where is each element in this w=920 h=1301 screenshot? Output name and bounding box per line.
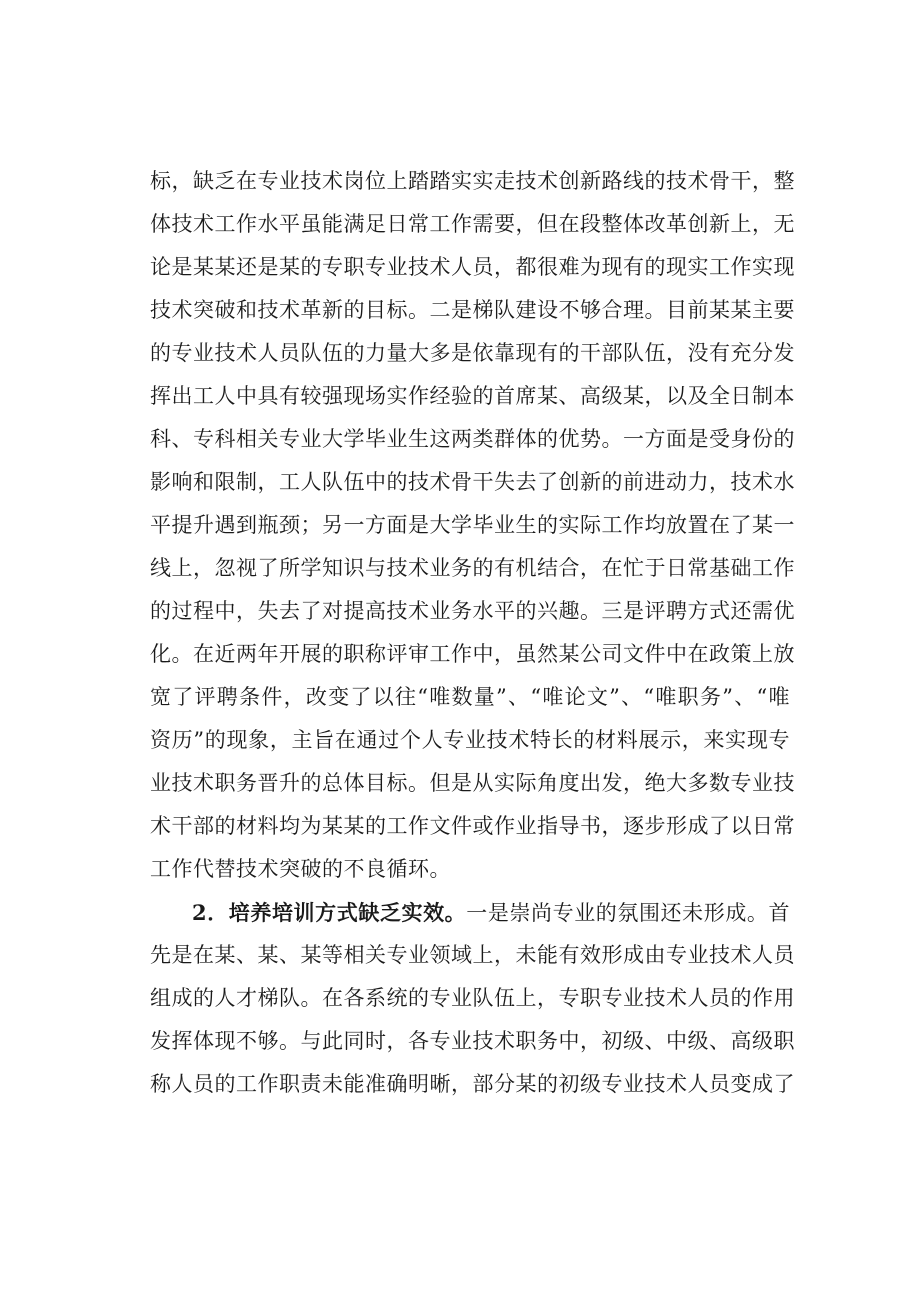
paragraph-line: 标，缺乏在专业技术岗位上踏踏实实走技术创新路线的技术骨干，整	[150, 169, 795, 193]
paragraph-line: 术干部的材料均为某某的工作文件或作业指导书，逐步形成了以日常	[150, 814, 795, 838]
paragraph-line: 的专业技术人员队伍的力量大多是依靠现有的干部队伍，没有充分发	[150, 341, 795, 365]
paragraph-line: 论是某某还是某的专职专业技术人员，都很难为现有的现实工作实现	[150, 255, 795, 279]
section-heading: 2．培养培训方式缺乏实效。	[192, 900, 467, 925]
paragraph-line: 的过程中，失去了对提高技术业务水平的兴趣。三是评聘方式还需优	[150, 599, 795, 623]
paragraph-line: 技术突破和技术革新的目标。二是梯队建设不够合理。目前某某主要	[150, 298, 795, 322]
paragraph-line: 业技术职务晋升的总体目标。但是从实际角度出发，绝大多数专业技	[150, 771, 795, 795]
paragraph-line: 平提升遇到瓶颈；另一方面是大学毕业生的实际工作均放置在了某一	[150, 513, 795, 537]
paragraph-line: 资历”的现象，主旨在通过个人专业技术特长的材料展示，来实现专	[150, 728, 790, 752]
paragraph-line: 称人员的工作职责未能准确明晰，部分某的初级专业技术人员变成了	[150, 1072, 795, 1096]
paragraph-line: 挥出工人中具有较强现场实作经验的首席某、高级某，以及全日制本	[150, 384, 795, 408]
paragraph-line: 先是在某、某、某等相关专业领域上，未能有效形成由专业技术人员	[150, 943, 795, 967]
paragraph-line: 影响和限制，工人队伍中的技术骨干失去了创新的前进动力，技术水	[150, 470, 795, 494]
paragraph-line: 组成的人才梯队。在各系统的专业队伍上，专职专业技术人员的作用	[150, 986, 795, 1010]
paragraph-line: 工作代替技术突破的不良循环。	[150, 857, 451, 881]
paragraph-2	[150, 891, 795, 1106]
body-text	[150, 160, 795, 1106]
paragraph-1	[150, 160, 795, 891]
paragraph-line: 宽了评聘条件，改变了以往“唯数量”、“唯论文”、“唯职务”、“唯	[150, 685, 790, 709]
paragraph-line: 发挥体现不够。与此同时，各专业技术职务中，初级、中级、高级职	[150, 1029, 795, 1053]
paragraph-first-line	[150, 891, 790, 934]
paragraph-line: 化。在近两年开展的职称评审工作中，虽然某公司文件中在政策上放	[150, 642, 795, 666]
paragraph-text: 一是崇尚专业的氛围还未形成。首	[466, 901, 790, 925]
paragraph-line: 体技术工作水平虽能满足日常工作需要，但在段整体改革创新上，无	[150, 212, 795, 236]
paragraph-line: 线上，忽视了所学知识与技术业务的有机结合，在忙于日常基础工作	[150, 556, 795, 580]
paragraph-line: 科、专科相关专业大学毕业生这两类群体的优势。一方面是受身份的	[150, 427, 795, 451]
